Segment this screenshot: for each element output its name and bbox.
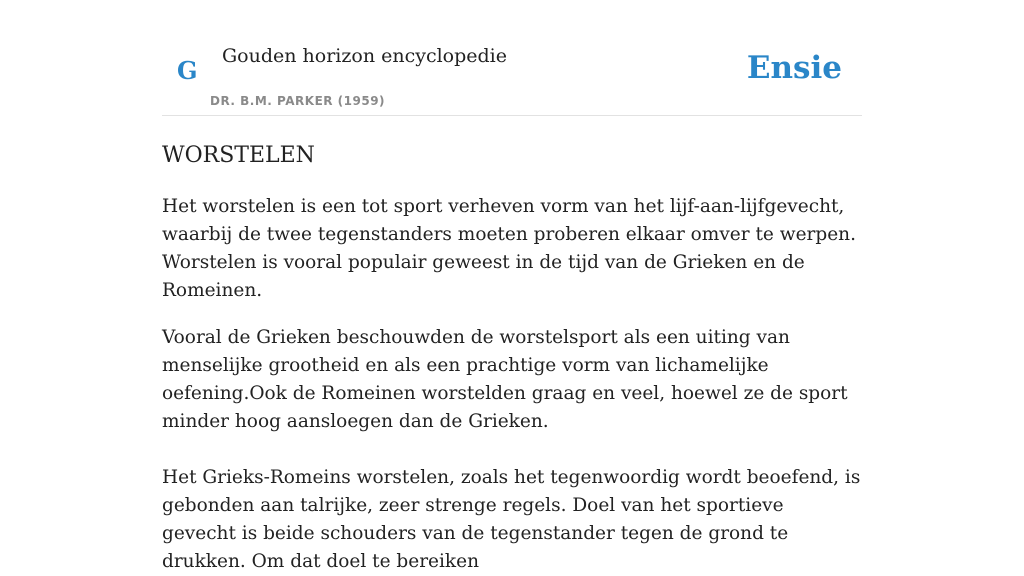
article-paragraph-2: Vooral de Grieken beschouwden de worstelsport als een uiting van menselijke grootheid en als een prachtige vorm van lichamelijke oefening.Ook de Romeinen worstelden graag en veel, hoewel ze de sport minder hoog aansloegen dan de Grieken. [162,327,848,432]
article-title: WORSTELEN [162,143,315,168]
book-logo-letter[interactable]: G [177,56,198,85]
page [162,0,862,572]
book-header [162,0,862,116]
article-paragraph-1: Het worstelen is een tot sport verheven vorm van het lijf-aan-lijfgevecht, waarbij de twee tegenstanders moeten proberen elkaar omver te werpen. Worstelen is vooral populair geweest in de tijd van de Grieken en de Romeinen. [162,196,856,301]
article-paragraph-3: Het Grieks-Romeins worstelen, zoals het tegenwoordig wordt beoefend, is gebonden aan talrijke, zeer strenge regels. Doel van het sportieve gevecht is beide schouders van de tegenstander tegen de grond te drukken. Om dat doel te bereiken [162,467,861,572]
ensie-logo[interactable]: Ensie [746,50,842,86]
book-title-link[interactable]: Gouden horizon encyclopedie [222,45,507,67]
book-author: DR. B.M. PARKER (1959) [210,94,386,108]
